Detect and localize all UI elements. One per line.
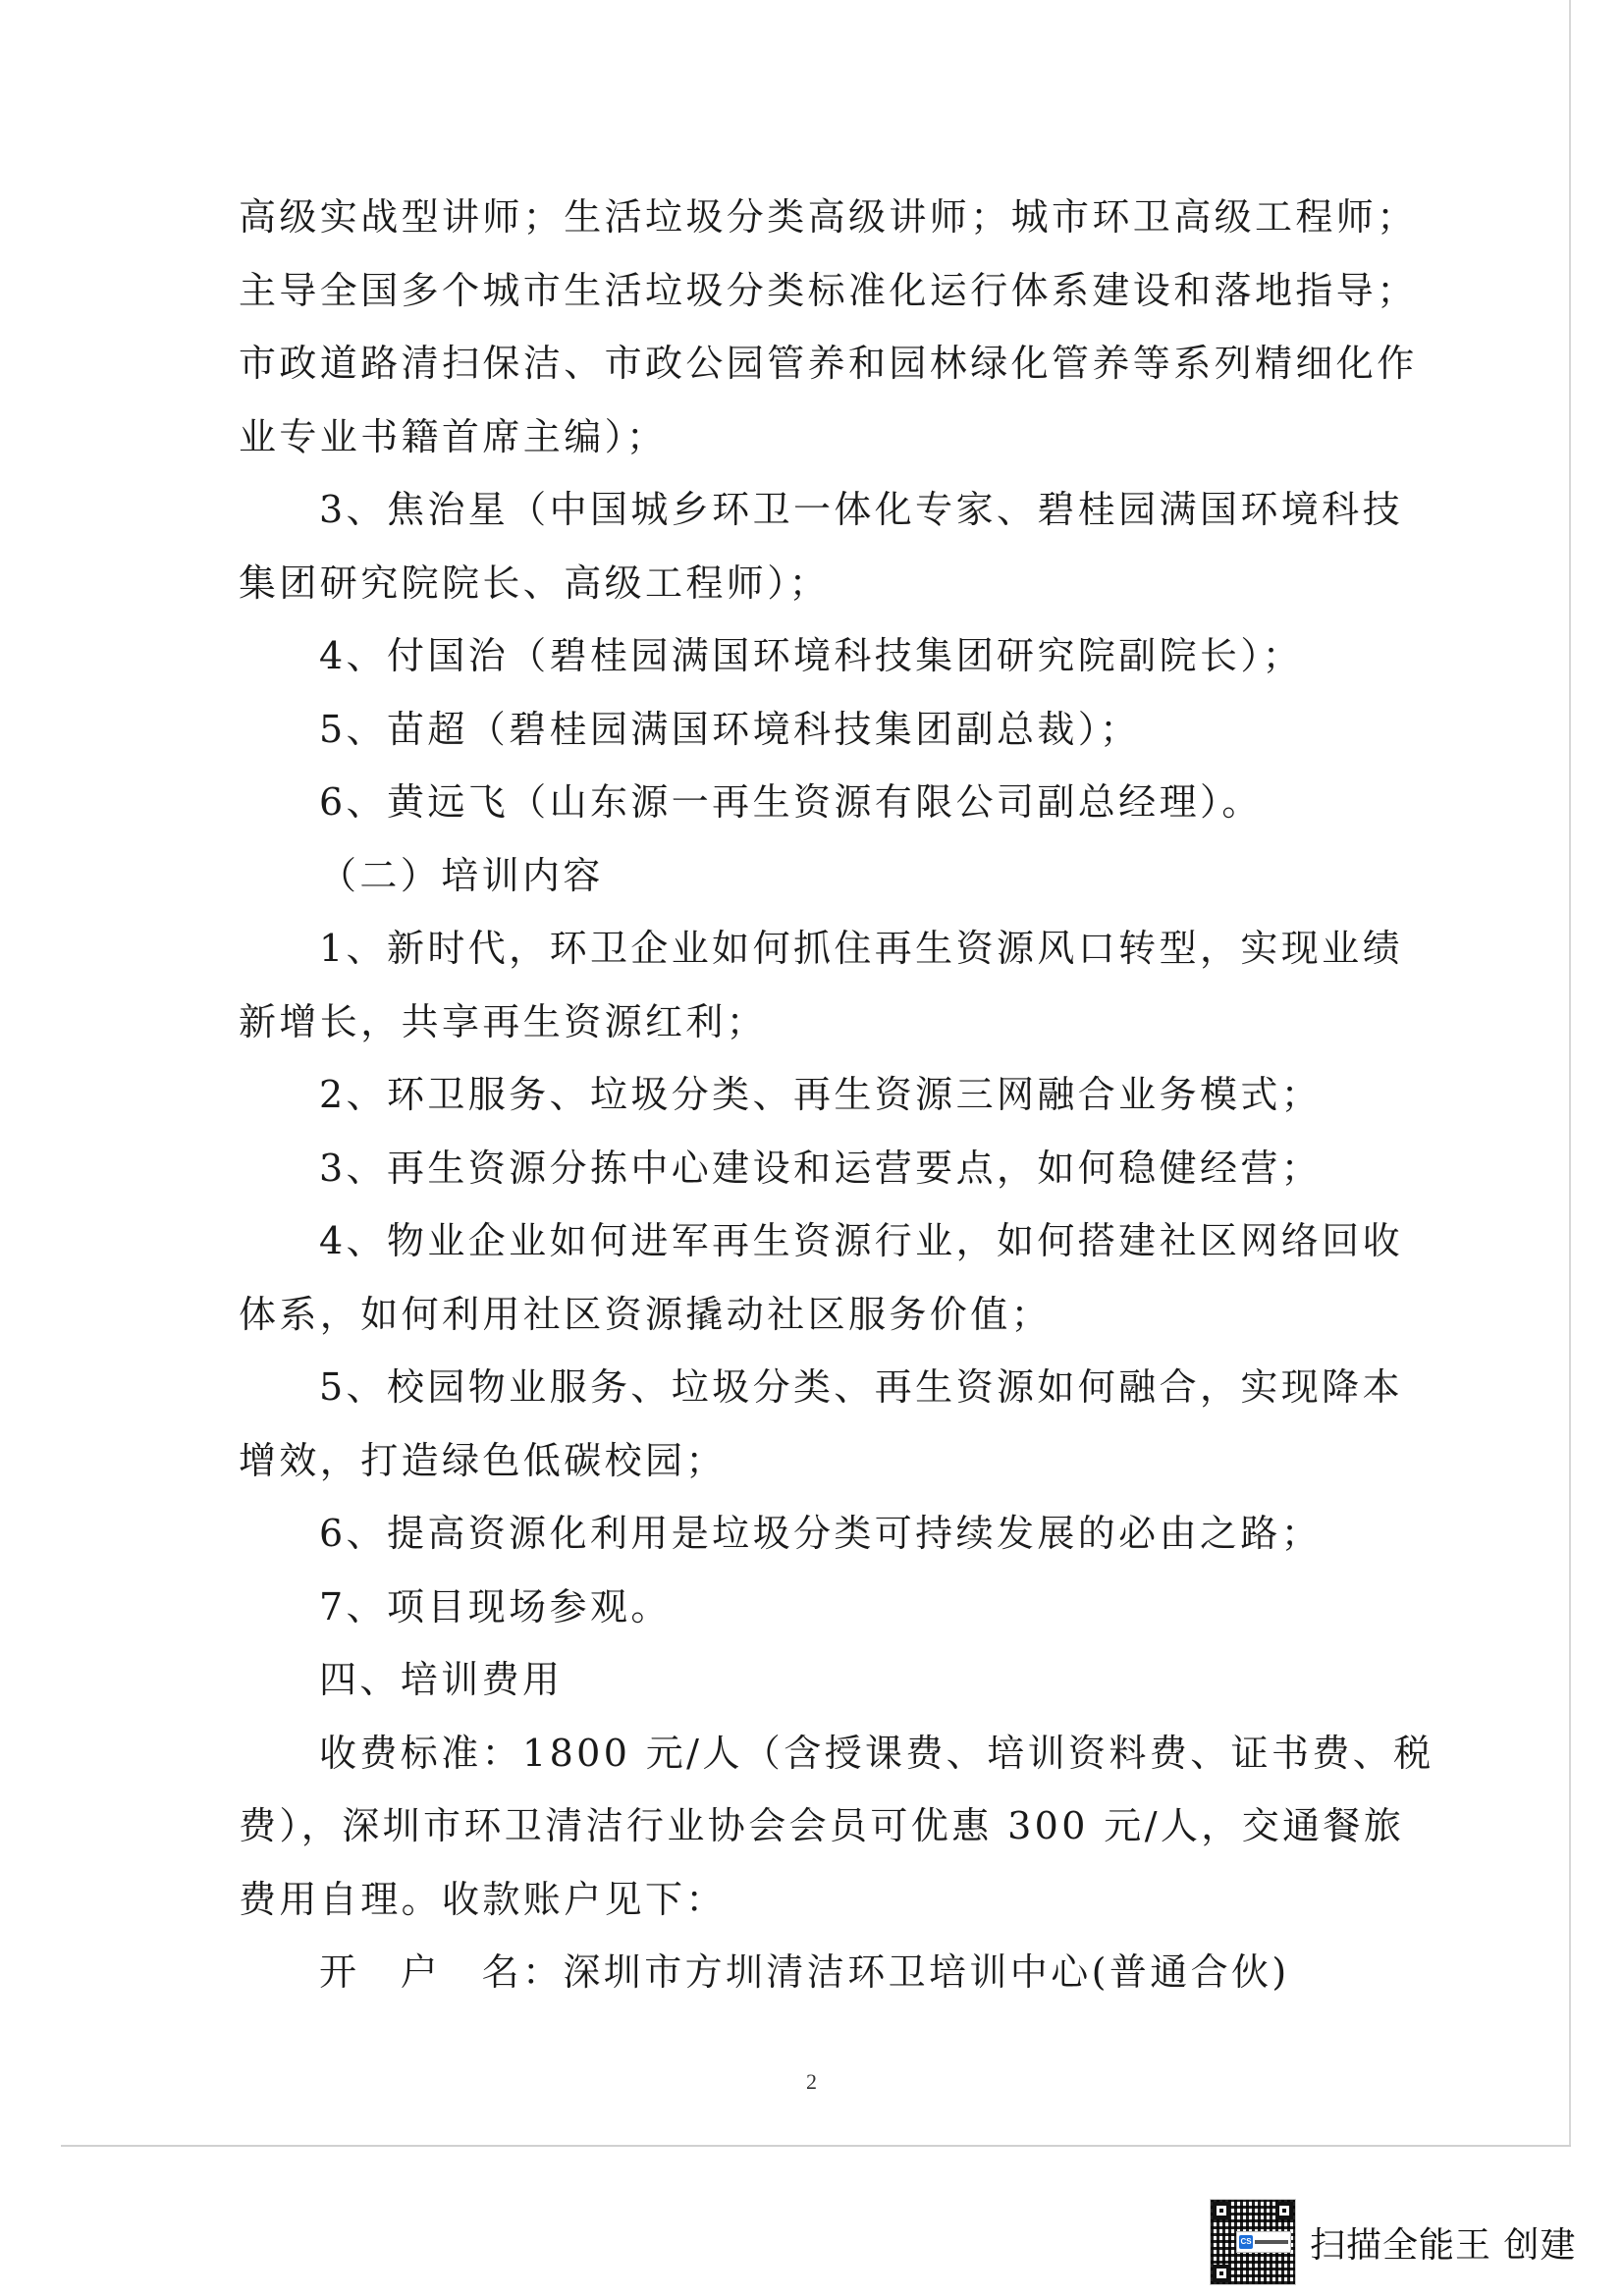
text-line: 6、提高资源化利用是垃圾分类可持续发展的必由之路； (319, 1512, 1323, 1555)
text-line: 收费标准：1800 元/人（含授课费、培训资料费、证书费、税 (319, 1731, 1434, 1775)
text-line: 费），深圳市环卫清洁行业协会会员可优惠 300 元/人，交通餐旅 (239, 1804, 1405, 1847)
qr-finder-icon (1275, 2202, 1293, 2219)
logo-bar (1255, 2240, 1288, 2244)
text-line: 4、物业企业如何进军再生资源行业，如何搭建社区网络回收 (319, 1219, 1403, 1262)
text-line: 增效，打造绿色低碳校园； (239, 1438, 727, 1482)
text-line: 3、再生资源分拣中心建设和运营要点，如何稳健经营； (319, 1146, 1323, 1190)
text-line: 高级实战型讲师；生活垃圾分类高级讲师；城市环卫高级工程师； (239, 195, 1418, 239)
text-line: 市政道路清扫保洁、市政公园管养和园林绿化管养等系列精细化作 (239, 342, 1418, 385)
qr-finder-icon (1213, 2265, 1230, 2282)
text-line: 主导全国多个城市生活垃圾分类标准化运行体系建设和落地指导； (239, 268, 1418, 312)
text-line: 4、付国治（碧桂园满国环境科技集团研究院副院长）； (319, 634, 1304, 677)
document-body (239, 181, 1434, 2009)
qr-finder-icon (1213, 2202, 1230, 2219)
camscanner-logo-icon (1236, 2231, 1291, 2253)
text-line: 7、项目现场参观。 (319, 1584, 672, 1629)
section-subheading: （二）培训内容 (319, 853, 604, 897)
text-line: 新增长，共享再生资源红利； (239, 999, 768, 1043)
page-number: 2 (806, 2069, 817, 2094)
text-line: 3、焦治星（中国城乡环卫一体化专家、碧桂园满国环境科技 (319, 488, 1403, 531)
page-edge-right (1569, 0, 1571, 2145)
text-line: 开 户 名：深圳市方圳清洁环卫培训中心(普通合伙) (319, 1950, 1290, 1994)
text-line: 业专业书籍首席主编）； (239, 414, 668, 458)
camscanner-logo-text: CS (1239, 2235, 1253, 2249)
text-line: 体系，如何利用社区资源撬动社区服务价值； (239, 1292, 1053, 1336)
page-edge-bottom (61, 2145, 1571, 2147)
scanner-watermark (1210, 2199, 1576, 2285)
text-line: 5、校园物业服务、垃圾分类、再生资源如何融合，实现降本 (319, 1365, 1403, 1409)
text-line: 费用自理。收款账户见下： (239, 1877, 727, 1921)
text-line: 6、黄远飞（山东源一再生资源有限公司副总经理）。 (319, 780, 1263, 824)
text-line: 集团研究院院长、高级工程师）； (239, 561, 831, 605)
text-line: 2、环卫服务、垃圾分类、再生资源三网融合业务模式； (319, 1073, 1323, 1116)
scanner-credit-text: 扫描全能王 创建 (1310, 2224, 1577, 2266)
text-line: 5、苗超（碧桂园满国环境科技集团副总裁）； (319, 707, 1141, 751)
section-heading: 四、培训费用 (319, 1658, 564, 1701)
text-line: 1、新时代，环卫企业如何抓住再生资源风口转型，实现业绩 (319, 927, 1403, 970)
qr-code-icon (1210, 2199, 1296, 2285)
